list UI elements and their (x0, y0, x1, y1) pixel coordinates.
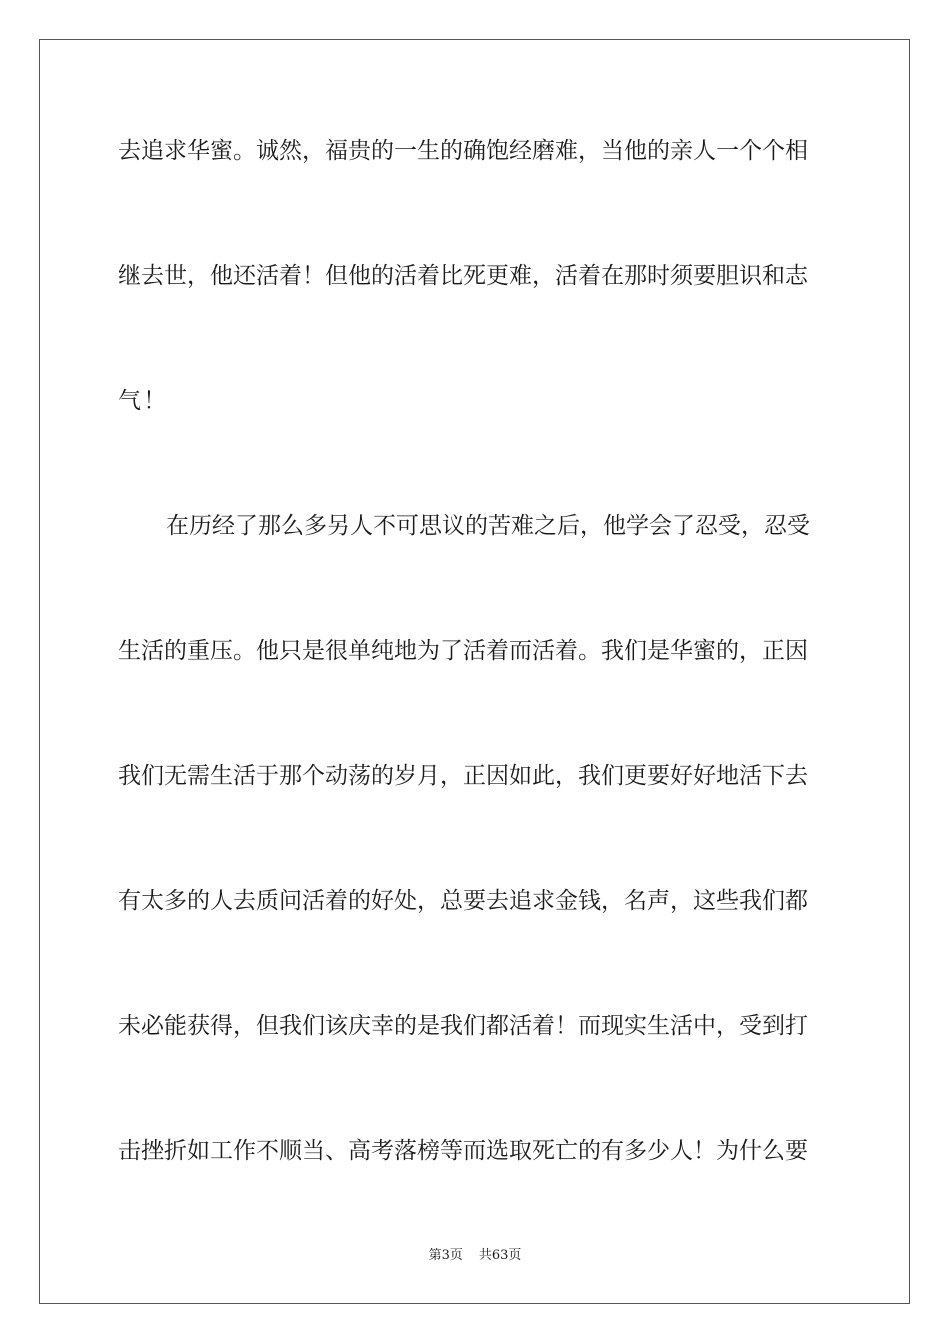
body-text-line: 继去世，他还活着！但他的活着比死更难，活着在那时须要胆识和志 (118, 263, 808, 289)
page-frame (39, 39, 910, 1304)
body-text-line: 有太多的人去质问活着的好处，总要去追求金钱，名声，这些我们都 (118, 888, 808, 914)
page-number: 第3页 (428, 1248, 463, 1263)
body-text-line: 生活的重压。他只是很单纯地为了活着而活着。我们是华蜜的，正因 (118, 638, 808, 664)
body-text-line: 去追求华蜜。诚然，福贵的一生的确饱经磨难，当他的亲人一个个相 (118, 138, 808, 164)
paragraph-first-line: 在历经了那么多另人不可思议的苦难之后，他学会了忍受，忍受 (166, 513, 810, 539)
body-text-line: 未必能获得，但我们该庆幸的是我们都活着！而现实生活中，受到打 (118, 1013, 808, 1039)
body-text-line: 击挫折如工作不顺当、高考落榜等而选取死亡的有多少人！为什么要 (118, 1138, 808, 1164)
body-text-line: 气！ (118, 388, 169, 414)
page-footer (0, 1247, 950, 1265)
page-total: 共63页 (478, 1248, 522, 1263)
body-text-line: 我们无需生活于那个动荡的岁月，正因如此，我们更要好好地活下去 (118, 763, 808, 789)
